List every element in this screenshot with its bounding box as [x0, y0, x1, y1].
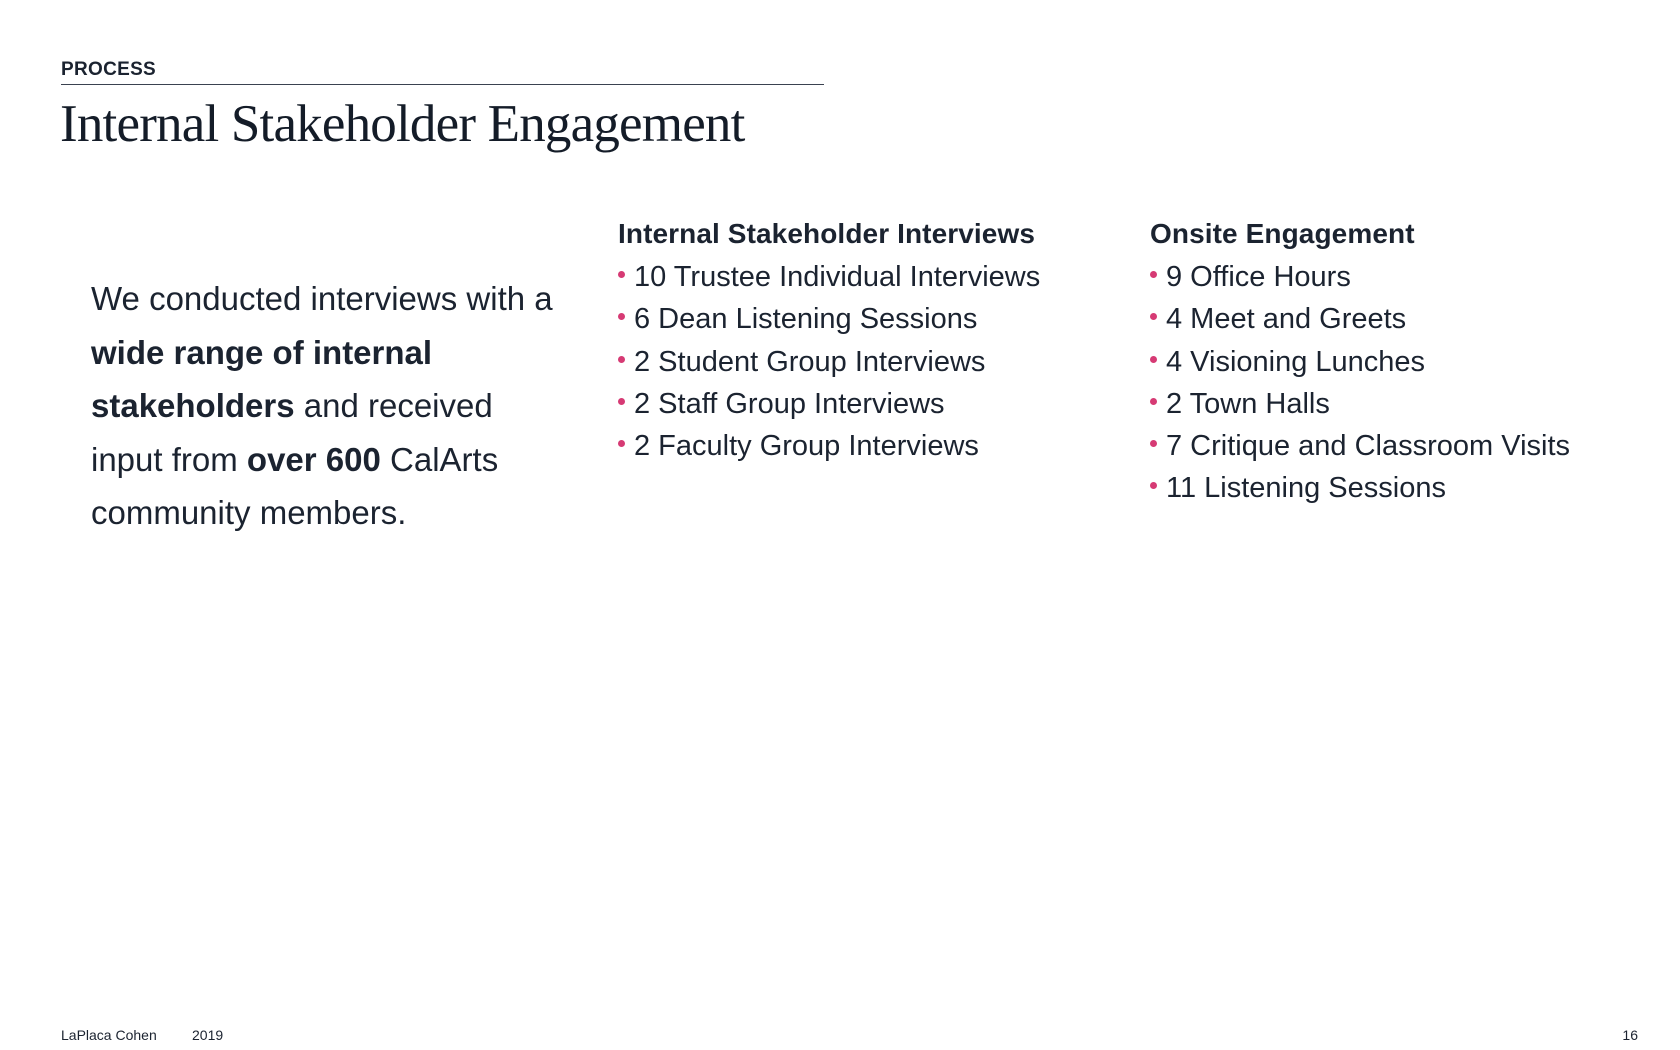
list-item [618, 425, 1088, 467]
intro-text-1: We conducted interviews with a [91, 280, 553, 317]
section-divider [61, 84, 824, 85]
list-item [618, 298, 1088, 340]
list-item [1150, 256, 1650, 298]
intro-text-3: CalArts community members. [91, 440, 499, 531]
list-item [618, 256, 1088, 298]
intro-paragraph [91, 272, 571, 540]
bullet-icon [1150, 482, 1157, 489]
page-title: Internal Stakeholder Engagement [60, 95, 745, 153]
list-item [1150, 425, 1650, 467]
list-item [1150, 298, 1650, 340]
list-item-label: 2 Town Halls [1166, 387, 1330, 420]
list-item [1150, 467, 1650, 509]
footer-year: 2019 [192, 1027, 224, 1043]
onsite-column [1150, 218, 1650, 510]
section-label: PROCESS [61, 59, 157, 80]
intro-text-2: and received input from [91, 387, 493, 478]
bullet-icon [618, 356, 625, 363]
bullet-icon [618, 271, 625, 278]
list-item-label: 6 Dean Listening Sessions [634, 303, 978, 336]
intro-highlight-count: over 600 [246, 440, 381, 478]
onsite-heading: Onsite Engagement [1150, 218, 1415, 249]
list-item-label: 9 Office Hours [1166, 261, 1351, 293]
intro-highlight-stakeholders: wide range of internal stakeholders [91, 333, 433, 424]
onsite-list [1150, 256, 1650, 510]
list-item-label: 2 Student Group Interviews [634, 345, 986, 378]
bullet-icon [1150, 356, 1157, 363]
interviews-column [618, 218, 1088, 467]
page-number: 16 [1622, 1027, 1638, 1043]
list-item [618, 383, 1088, 425]
bullet-icon [1150, 440, 1157, 447]
list-item-label: 2 Staff Group Interviews [634, 387, 945, 420]
list-item-label: 2 Faculty Group Interviews [634, 430, 979, 463]
list-item-label: 7 Critique and Classroom Visits [1166, 430, 1571, 463]
list-item [1150, 341, 1650, 383]
interviews-heading: Internal Stakeholder Interviews [618, 218, 1036, 249]
bullet-icon [618, 313, 625, 320]
list-item-label: 10 Trustee Individual Interviews [634, 261, 1041, 293]
bullet-icon [1150, 398, 1157, 405]
bullet-icon [618, 398, 625, 405]
list-item-label: 4 Visioning Lunches [1166, 345, 1426, 378]
interviews-list [618, 256, 1088, 467]
bullet-icon [618, 440, 625, 447]
list-item [1150, 383, 1650, 425]
list-item-label: 11 Listening Sessions [1166, 472, 1446, 505]
list-item-label: 4 Meet and Greets [1166, 303, 1407, 336]
bullet-icon [1150, 271, 1157, 278]
footer-org: LaPlaca Cohen [61, 1027, 157, 1043]
bullet-icon [1150, 313, 1157, 320]
list-item [618, 341, 1088, 383]
